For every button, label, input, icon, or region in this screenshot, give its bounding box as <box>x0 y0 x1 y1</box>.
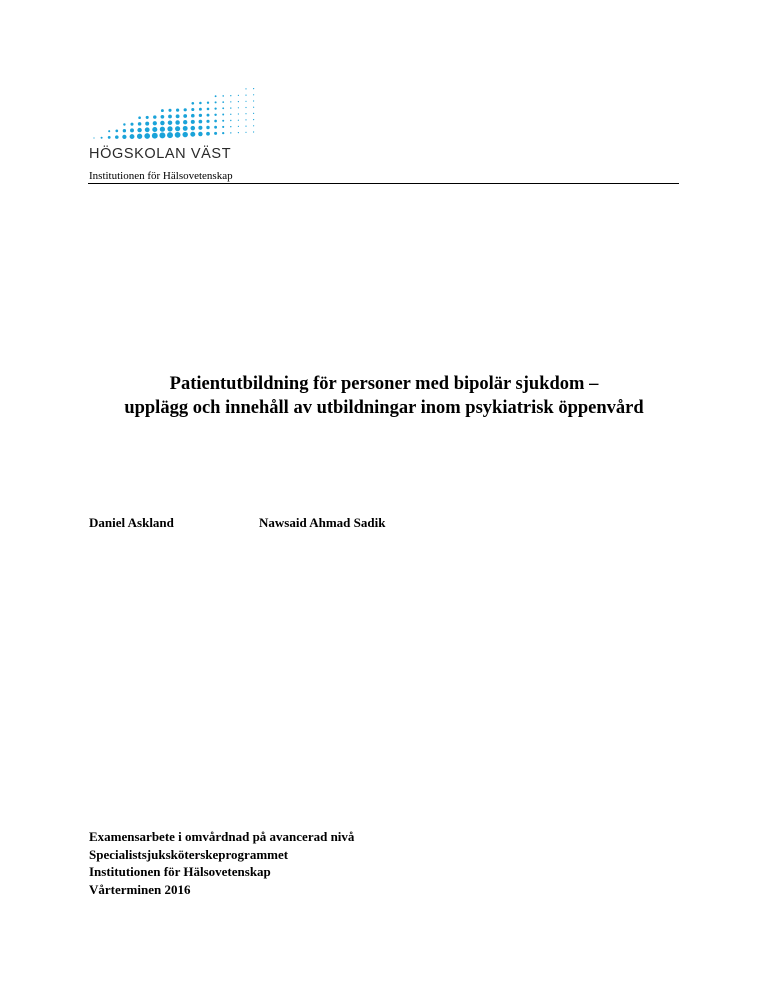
logo-dot <box>215 101 217 103</box>
logo-dot <box>230 120 231 121</box>
logo-dot <box>130 123 133 126</box>
title-line-2: upplägg och innehåll av utbildningar inom psykiatrisk öppenvård <box>124 398 644 418</box>
logo-dot <box>230 132 231 133</box>
logo-dot <box>253 100 254 101</box>
logo-dot <box>214 107 216 109</box>
logo-dot <box>175 126 180 131</box>
thesis-type: Examensarbete i omvårdnad på avancerad nivå <box>89 829 355 844</box>
logo-dot <box>215 95 217 97</box>
logo-dot <box>108 130 110 132</box>
logo-dot <box>137 128 141 132</box>
logo-dot <box>153 121 157 125</box>
logo-dot <box>253 88 254 89</box>
title-line-1: Patientutbildning för personer med bipolär sjukdom – <box>169 374 599 394</box>
logo-dot <box>206 120 209 123</box>
logo-wordmark: HÖGSKOLAN VÄST <box>89 146 232 162</box>
logo-dot <box>138 122 142 126</box>
logo-dot <box>146 116 149 119</box>
logo-dot <box>159 132 165 138</box>
logo-dot <box>245 88 246 89</box>
logo-dot <box>214 126 217 129</box>
logo-dot <box>253 119 254 120</box>
logo-dot <box>160 121 164 125</box>
logo-dot <box>115 135 119 139</box>
logo-dot <box>207 108 210 111</box>
logo-dot <box>238 107 239 108</box>
logo-dot <box>245 107 246 108</box>
logo-dot <box>245 132 246 133</box>
logo-dot <box>199 120 203 124</box>
logo-dot <box>222 114 224 116</box>
logo-dot <box>101 137 103 139</box>
logo-dot <box>230 114 231 115</box>
logo-dot <box>152 127 157 132</box>
logo-dot <box>222 126 224 128</box>
logo-dot <box>175 132 181 138</box>
logo-dot <box>122 135 126 139</box>
logo-dot <box>153 115 156 118</box>
logo-dot <box>138 116 141 119</box>
logo-dot <box>145 127 150 132</box>
author-2: Nawsaid Ahmad Sadik <box>259 515 386 530</box>
logo-dot <box>253 113 254 114</box>
logo-dot <box>230 101 231 102</box>
logo-dot <box>115 130 118 133</box>
logo-dot <box>183 120 187 124</box>
logo-dot <box>160 127 165 132</box>
header-institution: Institutionen för Hälsovetenskap <box>89 170 233 182</box>
logo-dot <box>161 115 165 119</box>
logo-dot <box>245 126 246 127</box>
logo-dot <box>183 114 187 118</box>
logo-dot <box>207 114 210 117</box>
logo-dot <box>253 107 254 108</box>
logo-dot <box>253 131 254 132</box>
logo-dot <box>167 132 173 138</box>
logo-dot <box>253 125 254 126</box>
logo-dot <box>144 133 150 139</box>
logo-dot <box>245 95 246 96</box>
logo-dot <box>199 102 202 105</box>
header-divider <box>88 183 679 184</box>
logo-dot <box>238 95 239 96</box>
logo-dot <box>222 132 224 134</box>
logo-dot <box>123 129 126 132</box>
author-1: Daniel Askland <box>89 515 174 530</box>
logo-dot <box>238 132 239 133</box>
logo-dot <box>161 109 164 112</box>
logo-dot <box>184 108 187 111</box>
logo-dot <box>222 95 224 97</box>
logo-dot <box>152 133 158 139</box>
logo-dot <box>191 102 194 105</box>
institution-name: Institutionen för Hälsovetenskap <box>89 864 271 879</box>
logo-dot <box>130 128 134 132</box>
logo-dot <box>222 120 224 122</box>
logo-dot <box>93 137 94 138</box>
logo-dot <box>207 102 209 104</box>
logo-dot <box>206 132 210 136</box>
logo-dot <box>214 120 217 123</box>
logo-dot <box>130 134 135 139</box>
logo-dot <box>198 132 202 136</box>
logo-dot <box>253 94 254 95</box>
logo-dot <box>168 115 172 119</box>
program-name: Specialistsjuksköterskeprogrammet <box>89 846 289 862</box>
logo-dot <box>206 126 209 129</box>
logo-dot <box>183 126 188 131</box>
logo-dot <box>238 120 239 121</box>
logo-dot <box>123 123 125 125</box>
logo-dot <box>168 109 171 112</box>
logo-dot <box>191 120 195 124</box>
logo-dot <box>245 101 246 102</box>
logo-dot <box>168 120 173 125</box>
logo-dot <box>176 108 179 111</box>
logo-dot <box>222 101 224 103</box>
logo-dot <box>190 132 195 137</box>
logo-dot <box>199 114 202 117</box>
logo-dot <box>191 126 196 131</box>
logo-dot <box>182 132 187 137</box>
term: Vårterminen 2016 <box>89 881 191 897</box>
logo-dot <box>175 120 179 124</box>
logo-dot <box>191 114 195 118</box>
logo-dot <box>214 132 217 135</box>
logo-dot <box>230 107 231 108</box>
logo-dot <box>191 108 194 111</box>
logo-dot <box>238 113 239 114</box>
logo-dot-pattern <box>88 76 268 146</box>
logo-dot <box>214 114 216 116</box>
logo-dot <box>245 113 246 114</box>
logo-dot <box>199 108 202 111</box>
logo-dot <box>238 126 239 127</box>
logo-dot <box>230 126 231 127</box>
logo-dot <box>230 95 231 96</box>
logo-dot <box>145 122 149 126</box>
logo-dot <box>198 126 202 130</box>
logo-dot <box>245 119 246 120</box>
logo-dot <box>167 126 172 131</box>
logo-dot <box>137 134 142 139</box>
logo-dot <box>222 107 224 109</box>
thesis-title <box>0 372 768 420</box>
logo-dot <box>238 101 239 102</box>
logo-dot <box>176 114 180 118</box>
thesis-details <box>89 828 354 898</box>
logo-dot <box>108 136 111 139</box>
